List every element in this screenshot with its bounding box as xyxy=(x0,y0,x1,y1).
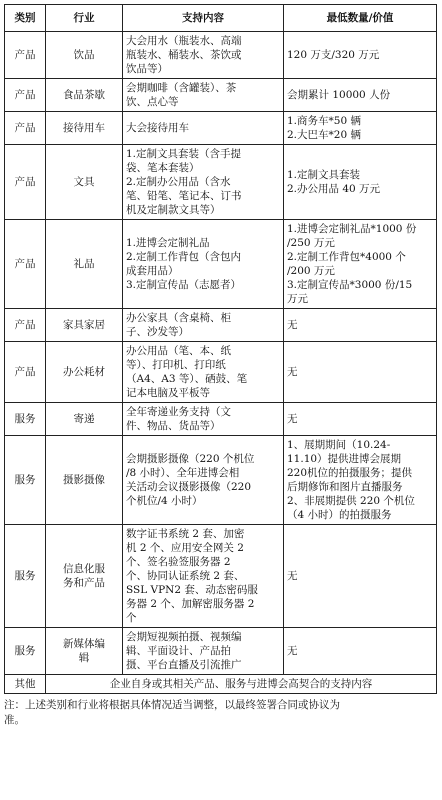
content-cell-line: 1.进博会定制礼品 xyxy=(126,237,210,249)
content-cell-line: 辑、平面设计、产品拍 xyxy=(126,645,231,657)
industry-cell-line: 饮品 xyxy=(73,49,95,61)
category-cell-line: 产品 xyxy=(14,319,36,331)
industry-cell xyxy=(46,436,123,525)
content-cell-line: 记本电脑及平板等 xyxy=(126,387,210,399)
category-cell-line: 产品 xyxy=(14,89,36,101)
content-cell-line: 袋、笔本套装） xyxy=(126,162,200,174)
document-page xyxy=(0,4,442,800)
table-row xyxy=(5,525,437,628)
category-cell xyxy=(5,32,46,79)
industry-cell-line: 文具 xyxy=(73,176,95,188)
min-value-cell-line: 无 xyxy=(287,366,298,378)
content-cell-line: 会期摄影摄像（220 个机位 xyxy=(126,453,255,465)
content-cell-line: 3.定制宣传品（志愿者） xyxy=(126,279,242,291)
min-value-cell-line: /250 万元 xyxy=(287,237,335,249)
min-value-cell xyxy=(284,309,437,342)
min-value-cell-line: 2.办公用品 40 万元 xyxy=(287,183,381,195)
industry-cell xyxy=(46,342,123,403)
min-value-cell-line: 2、非展期提供 220 个机位 xyxy=(287,495,415,507)
header-industry: 行业 xyxy=(46,5,123,32)
content-cell-line: 会期咖啡（含罐装）、茶 xyxy=(126,82,237,94)
category-cell-line: 服务 xyxy=(14,474,36,486)
table-row xyxy=(5,32,437,79)
category-cell xyxy=(5,220,46,309)
category-cell-line: 产品 xyxy=(14,366,36,378)
content-cell-line: 2.定制工作背包（含包内 xyxy=(126,251,242,263)
industry-cell-line: 寄递 xyxy=(73,413,95,425)
content-cell xyxy=(123,309,284,342)
min-value-cell-line: 1、展期期间（10.24- xyxy=(287,439,391,451)
table-row xyxy=(5,145,437,220)
content-cell-line: 个、签名验签服务器 2 xyxy=(126,556,231,568)
table-row xyxy=(5,628,437,675)
min-value-cell-line: （4 小时）的拍摄服务 xyxy=(287,509,392,521)
content-cell-line: 机 2 个、应用安全网关 2 xyxy=(126,542,244,554)
content-cell-line: 饮品等） xyxy=(126,63,168,75)
min-value-cell-line: 2.定制工作背包*4000 个 xyxy=(287,251,406,263)
table-row xyxy=(5,220,437,309)
industry-cell-line: 信息化服 xyxy=(63,563,105,575)
industry-cell xyxy=(46,220,123,309)
table-row xyxy=(5,403,437,436)
content-cell-line: 个、协同认证系统 2 套、 xyxy=(126,570,245,582)
category-cell xyxy=(5,112,46,145)
industry-cell xyxy=(46,32,123,79)
content-cell-line: 大会接待用车 xyxy=(126,122,189,134)
industry-cell-line: 摄影摄像 xyxy=(63,474,105,486)
footnote-line: 注：上述类别和行业将根据具体情况适当调整，以最终签署合同或协议为 xyxy=(4,699,340,711)
industry-cell xyxy=(46,628,123,675)
category-cell-line: 产品 xyxy=(14,176,36,188)
table-row xyxy=(5,342,437,403)
category-cell xyxy=(5,342,46,403)
min-value-cell xyxy=(284,403,437,436)
category-cell-line: 其他 xyxy=(14,678,36,690)
category-cell xyxy=(5,309,46,342)
content-cell-line: 大会用水（瓶装水、高端 xyxy=(126,35,242,47)
content-cell xyxy=(123,145,284,220)
content-cell-line: 笔、铅笔、笔记本、订书 xyxy=(126,190,242,202)
industry-cell-line: 务和产品 xyxy=(63,577,105,589)
content-cell xyxy=(123,79,284,112)
min-value-cell-line: 后期修饰和图片直播服务 xyxy=(287,481,403,493)
content-cell-line: （A4、A3 等）、硒鼓、笔 xyxy=(126,373,248,385)
min-value-cell-line: 无 xyxy=(287,645,298,657)
industry-cell-line: 辑 xyxy=(78,652,90,664)
category-cell-line: 产品 xyxy=(14,122,36,134)
category-cell-line: 产品 xyxy=(14,49,36,61)
category-cell xyxy=(5,436,46,525)
content-cell-line: 1.定制文具套装（含手提 xyxy=(126,148,242,160)
min-value-cell-line: 3.定制宣传品*3000 份/15 xyxy=(287,279,413,291)
table-row xyxy=(5,112,437,145)
min-value-cell xyxy=(284,342,437,403)
content-cell-line: 关活动会议摄影摄像（220 xyxy=(126,481,252,493)
footnote xyxy=(4,698,436,728)
category-cell xyxy=(5,525,46,628)
support-table xyxy=(4,4,437,694)
footnote-line: 准。 xyxy=(4,714,25,726)
industry-cell xyxy=(46,309,123,342)
content-cell-line: 会期短视频拍摄、视频编 xyxy=(126,631,242,643)
content-cell-line: 数字证书系统 2 套、加密 xyxy=(126,528,245,540)
other-content-cell-line: 企业自身或其相关产品、服务与进博会高契合的支持内容 xyxy=(109,678,373,690)
min-value-cell xyxy=(284,436,437,525)
content-cell-line: 务器 2 个、加解密服务器 2 xyxy=(126,598,255,610)
content-cell-line: 个机位/4 小时） xyxy=(126,495,203,507)
min-value-cell-line: 2.大巴车*20 辆 xyxy=(287,129,361,141)
min-value-cell xyxy=(284,145,437,220)
content-cell-line: /8 小时）、全年进博会相 xyxy=(126,467,240,479)
content-cell xyxy=(123,220,284,309)
min-value-cell-line: 1.商务车*50 辆 xyxy=(287,115,361,127)
category-cell-line: 产品 xyxy=(14,258,36,270)
min-value-cell xyxy=(284,220,437,309)
content-cell-line: SSL VPN2 套、动态密码服 xyxy=(126,584,258,596)
min-value-cell-line: 1.定制文具套装 xyxy=(287,169,361,181)
content-cell-line: 办公家具（含桌椅、柜 xyxy=(126,312,231,324)
content-cell-line: 全年寄递业务支持（文 xyxy=(126,406,231,418)
table-row xyxy=(5,436,437,525)
min-value-cell xyxy=(284,79,437,112)
content-cell-line: 瓶装水、桶装水、茶饮或 xyxy=(126,49,242,61)
min-value-cell-line: 1.进博会定制礼品*1000 份 xyxy=(287,223,417,235)
content-cell-line: 摄、平台直播及引流推广 xyxy=(126,659,242,671)
min-value-cell xyxy=(284,628,437,675)
content-cell-line: 个 xyxy=(126,612,137,624)
content-cell xyxy=(123,342,284,403)
content-cell xyxy=(123,628,284,675)
min-value-cell-line: 无 xyxy=(287,319,298,331)
content-cell-line: 办公用品（笔、本、纸 xyxy=(126,345,231,357)
category-cell xyxy=(5,79,46,112)
content-cell xyxy=(123,32,284,79)
industry-cell-line: 办公耗材 xyxy=(63,366,105,378)
content-cell-line: 件、物品、货品等） xyxy=(126,420,221,432)
min-value-cell-line: 无 xyxy=(287,570,298,582)
min-value-cell xyxy=(284,525,437,628)
other-content-cell xyxy=(46,675,437,694)
category-cell xyxy=(5,628,46,675)
category-cell-line: 服务 xyxy=(14,645,36,657)
min-value-cell xyxy=(284,32,437,79)
table-row xyxy=(5,309,437,342)
industry-cell xyxy=(46,112,123,145)
min-value-cell xyxy=(284,112,437,145)
industry-cell xyxy=(46,525,123,628)
table-header-row xyxy=(5,5,437,32)
header-content: 支持内容 xyxy=(123,5,284,32)
min-value-cell-line: 220机位的拍摄服务；提供 xyxy=(287,467,413,479)
industry-cell-line: 新媒体编 xyxy=(63,638,105,650)
industry-cell xyxy=(46,403,123,436)
content-cell xyxy=(123,403,284,436)
header-min: 最低数量/价值 xyxy=(284,5,437,32)
content-cell xyxy=(123,525,284,628)
table-row xyxy=(5,79,437,112)
category-cell-line: 服务 xyxy=(14,413,36,425)
industry-cell-line: 家具家居 xyxy=(63,319,105,331)
industry-cell-line: 食品茶歇 xyxy=(63,89,105,101)
header-category: 类别 xyxy=(5,5,46,32)
industry-cell-line: 接待用车 xyxy=(63,122,105,134)
min-value-cell-line: 万元 xyxy=(287,293,308,305)
content-cell-line: 等）、打印机、打印纸 xyxy=(126,359,226,371)
content-cell-line: 饮、点心等 xyxy=(126,96,179,108)
content-cell-line: 2.定制办公用品（含水 xyxy=(126,176,231,188)
category-cell-line: 服务 xyxy=(14,570,36,582)
min-value-cell-line: 会期累计 10000 人份 xyxy=(287,89,391,101)
industry-cell-line: 礼品 xyxy=(73,258,95,270)
content-cell xyxy=(123,436,284,525)
min-value-cell-line: 11.10）提供进博会展期 xyxy=(287,453,402,465)
min-value-cell-line: 120 万支/320 万元 xyxy=(287,49,380,61)
industry-cell xyxy=(46,79,123,112)
content-cell-line: 子、沙发等） xyxy=(126,326,189,338)
category-cell xyxy=(5,675,46,694)
industry-cell xyxy=(46,145,123,220)
content-cell xyxy=(123,112,284,145)
table-row-other xyxy=(5,675,437,694)
category-cell xyxy=(5,403,46,436)
content-cell-line: 成套用品） xyxy=(126,265,179,277)
min-value-cell-line: /200 万元 xyxy=(287,265,335,277)
min-value-cell-line: 无 xyxy=(287,413,298,425)
category-cell xyxy=(5,145,46,220)
content-cell-line: 机及定制款文具等） xyxy=(126,204,221,216)
